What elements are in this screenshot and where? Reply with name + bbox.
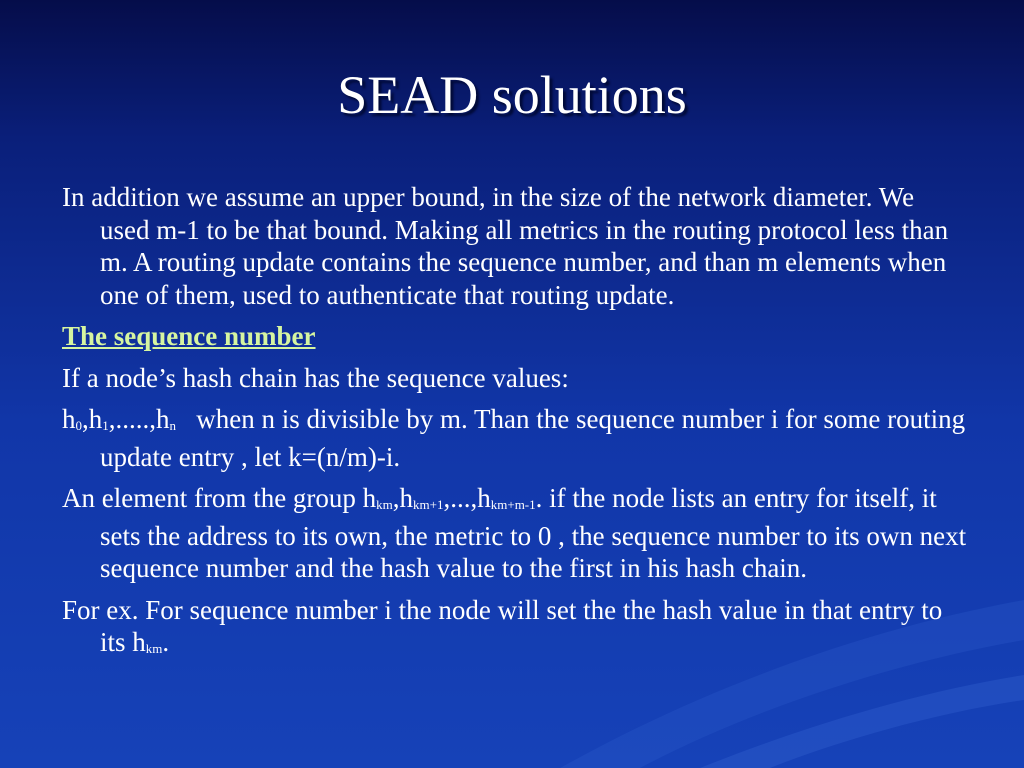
paragraph-example: [62, 594, 967, 664]
slide-title: SEAD solutions: [337, 65, 687, 125]
section-heading-sequence-number: The sequence number: [62, 321, 316, 351]
paragraph-upper-bound: In addition we assume an upper bound, in the size of the network diameter. We used m-1 to be that bound. Making all metrics in the routing protocol less than m. A routing update contains the sequence number, and than m elements when one of them, used to authenticate that routing update.: [62, 182, 949, 310]
text-hn: ,.....,h: [108, 404, 170, 434]
paragraph-hash-chain: If a node’s hash chain has the sequence values:: [62, 362, 569, 393]
subscript-1: 1: [102, 418, 109, 433]
paragraph-heading: [62, 320, 967, 353]
paragraph-sequence-values: [62, 403, 972, 473]
text-h1: ,h: [82, 404, 103, 434]
text-sequence-rest: when n is divisible by m. Than the sequence number i for some routing update entry , let k=(n/m)-i.: [100, 404, 972, 472]
subscript-n: n: [169, 418, 176, 433]
subscript-km: km: [376, 497, 393, 512]
subscript-km-example: km: [145, 641, 163, 656]
slide-body: [62, 181, 972, 673]
text-example-lead: For ex. For sequence number i the node will set the the hash value in that entry to its h: [62, 594, 943, 657]
text-group-mid1: ,h: [392, 483, 414, 513]
text-group-lead: An element from the group h: [62, 483, 377, 513]
subscript-0: 0: [75, 418, 82, 433]
subscript-km-plus-1: km+1: [413, 497, 444, 512]
text-example-end: .: [162, 627, 170, 657]
text-h0: h: [62, 404, 76, 434]
subscript-km-plus-m-minus-1: km+m-1: [490, 497, 536, 512]
text-group-rest: . if the node lists an entry for itself, it sets the address to its own, the metric to 0 , the sequence number to its own next sequence number and the hash value to the first in his hash chain.: [100, 483, 967, 583]
paragraph-group-element: [62, 482, 967, 585]
text-group-mid2: ,...,h: [443, 483, 491, 513]
